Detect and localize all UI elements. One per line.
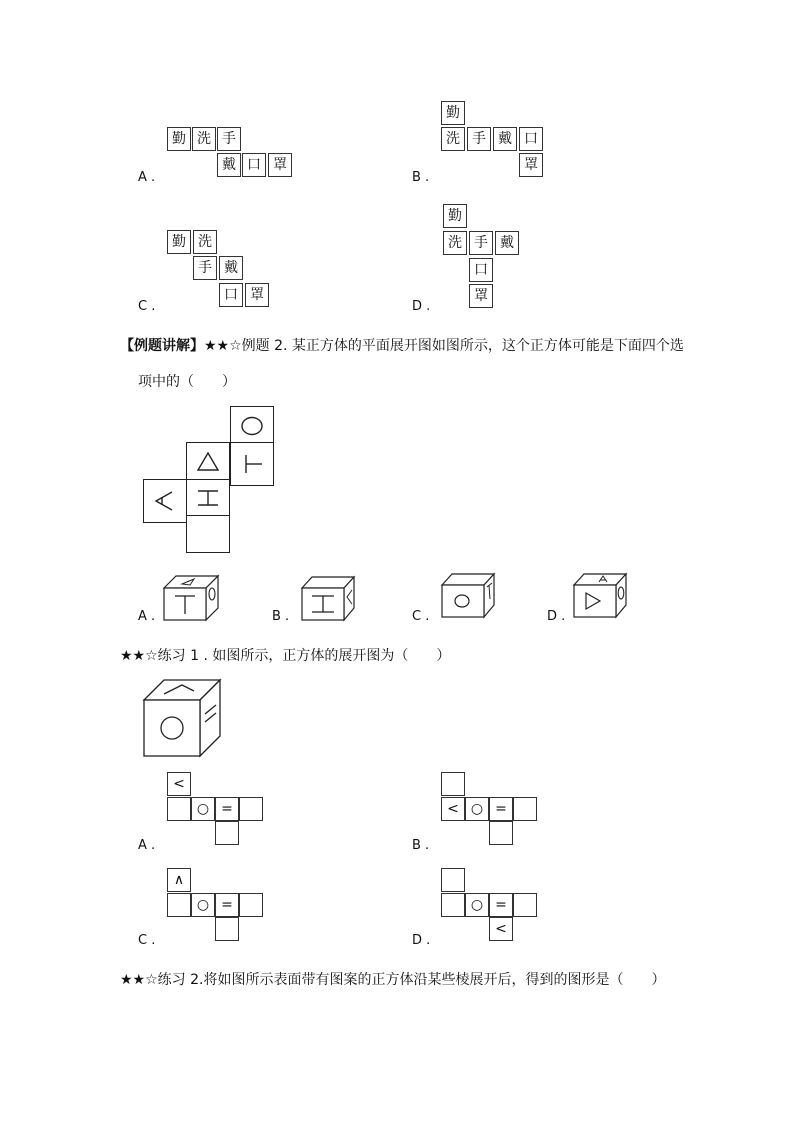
practice1-option-a-label[interactable]: A . (138, 838, 156, 853)
difficulty-stars: ★★☆ (120, 648, 158, 664)
difficulty-stars: ★★☆ (120, 972, 158, 988)
net-face-arrow (143, 479, 187, 523)
net-cell: 罩 (469, 284, 493, 308)
cube-icon (160, 572, 222, 622)
cube-icon (438, 571, 500, 621)
net-cell: < (441, 797, 465, 821)
net-face-blank (186, 515, 230, 553)
practice1-question (120, 645, 450, 665)
net-cell: 戴 (495, 231, 519, 255)
example-tag: 【例题讲解】 (120, 338, 204, 354)
option-c-label[interactable]: C . (138, 299, 156, 314)
net-cell (441, 868, 465, 892)
net-cell: ○ (191, 797, 215, 821)
option-b-label[interactable]: B . (412, 170, 430, 185)
net-cell: 口 (219, 283, 243, 307)
example2-heading (120, 335, 684, 355)
net-cell: < (167, 772, 191, 796)
net-cell: ∧ (167, 868, 191, 892)
net-cell (489, 821, 513, 845)
net-cell: < (489, 917, 513, 941)
example2-question-cont: 项中的（ ） (138, 374, 236, 390)
net-cell: = (489, 797, 513, 821)
practice1-option-b-label[interactable]: B . (412, 838, 430, 853)
net-cell: 勤 (441, 101, 465, 125)
net-cell: 洗 (193, 230, 217, 254)
net-cell: 手 (217, 127, 241, 151)
net-cell: 洗 (441, 127, 465, 151)
practice1-option-c-label[interactable]: C . (138, 933, 156, 948)
net-cell (513, 797, 537, 821)
net-cell: ○ (191, 893, 215, 917)
practice2-text: 练习 2.将如图所示表面带有图案的正方体沿某些棱展开后，得到的图形是（ ） (157, 972, 666, 988)
example2-question: 例题 2. 某正方体的平面展开图如图所示，这个正方体可能是下面四个选 (241, 338, 684, 354)
net-cell: 洗 (192, 127, 216, 151)
net-cell: 手 (469, 231, 493, 255)
t-shape-icon (231, 443, 275, 487)
example2-option-a-cube (160, 572, 222, 626)
net-cell: 手 (193, 256, 217, 280)
option-d-label[interactable]: D . (412, 299, 431, 314)
net-cell: ○ (465, 797, 489, 821)
practice1-cube (140, 676, 224, 764)
example2-option-a-label[interactable]: A . (138, 609, 156, 624)
net-cell: 罩 (268, 153, 292, 177)
net-cell: = (215, 797, 239, 821)
option-a-label[interactable]: A . (138, 170, 156, 185)
net-cell: 勤 (443, 204, 467, 228)
net-cell: 罩 (519, 153, 543, 177)
net-cell (167, 893, 191, 917)
net-cell: 戴 (493, 127, 517, 151)
example2-option-b-cube (298, 574, 360, 628)
net-cell: 罩 (245, 283, 269, 307)
net-cell: 手 (467, 127, 491, 151)
net-cell: 口 (519, 127, 543, 151)
example2-option-c-cube (438, 571, 500, 625)
cube-icon (570, 571, 632, 621)
net-cell: 戴 (219, 256, 243, 280)
net-cell (215, 821, 239, 845)
difficulty-stars: ★★☆ (204, 338, 242, 354)
net-cell: 口 (469, 258, 493, 282)
example2-option-c-label[interactable]: C . (412, 609, 430, 624)
example2-option-d-label[interactable]: D . (547, 609, 566, 624)
net-cell: ○ (465, 893, 489, 917)
net-cell (441, 772, 465, 796)
net-cell (513, 893, 537, 917)
net-cell: 勤 (167, 230, 191, 254)
net-cell (239, 893, 263, 917)
net-face-t-rotated (230, 442, 274, 486)
net-cell: = (489, 893, 513, 917)
net-cell (441, 893, 465, 917)
practice1-option-d-label[interactable]: D . (412, 933, 431, 948)
net-cell: 勤 (167, 127, 191, 151)
practice2-question (120, 969, 665, 989)
net-cell: 口 (242, 153, 266, 177)
practice1-text: 练习 1 . 如图所示，正方体的展开图为（ ） (157, 648, 451, 664)
example2-option-b-label[interactable]: B . (272, 609, 290, 624)
cube-icon (140, 676, 224, 760)
net-cell: = (215, 893, 239, 917)
net-cell: 洗 (443, 231, 467, 255)
net-cell (215, 917, 239, 941)
arrow-triangle-icon (144, 480, 188, 524)
net-cell (167, 797, 191, 821)
net-cell (239, 797, 263, 821)
example2-option-d-cube (570, 571, 632, 625)
net-cell: 戴 (217, 153, 241, 177)
cube-icon (298, 574, 360, 624)
